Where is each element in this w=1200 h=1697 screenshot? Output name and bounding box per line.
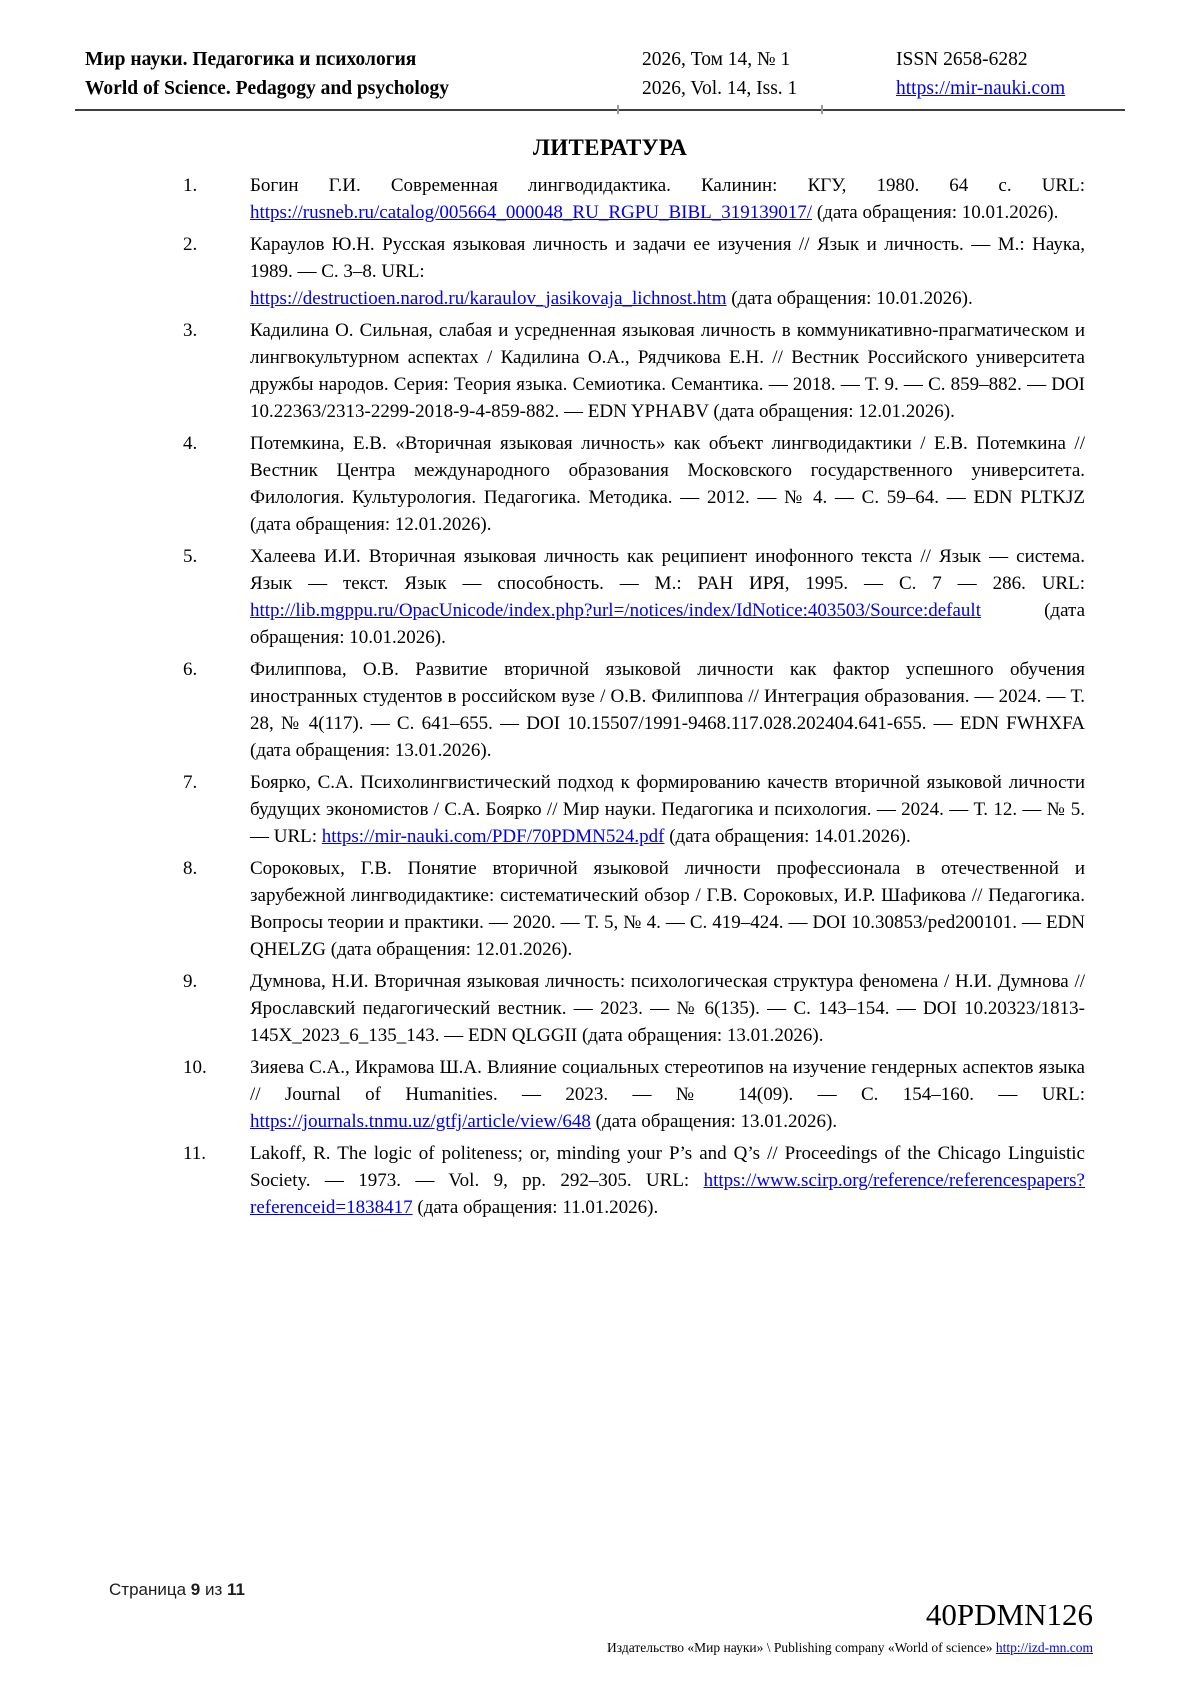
- reference-text: [250, 769, 1085, 850]
- issue-info-en: 2026, Vol. 14, Iss. 1: [642, 78, 798, 99]
- reference-text: [250, 543, 1085, 651]
- reference-item: [183, 231, 1085, 312]
- header-issn-block: [896, 45, 1065, 103]
- reference-text: [250, 968, 1085, 1049]
- reference-number: 4.: [183, 433, 198, 454]
- reference-url-link[interactable]: https://rusneb.ru/catalog/005664_000048_RU_RGPU_BIBL_319139017/: [250, 202, 813, 223]
- header-journal-title: [85, 45, 449, 103]
- reference-number: 7.: [183, 772, 198, 793]
- reference-url-link[interactable]: https://www.scirp.org/reference/referencespapers?referenceid=1838417: [250, 1170, 1085, 1218]
- reference-text: [250, 1054, 1085, 1135]
- publisher-en: Publishing company «World of science»: [773, 1640, 993, 1655]
- reference-number: 9.: [183, 971, 198, 992]
- issn-number: ISSN 2658-6282: [896, 49, 1028, 70]
- reference-item: [183, 1140, 1085, 1221]
- page-title: ЛИТЕРАТУРА: [532, 135, 688, 160]
- reference-citation-text: Потемкина, Е.В. «Вторичная языковая личность» как объект лингводидактики / Е.В. Потемкина // Вестник Центра международного образования Московского государственного университета. Филология. Культурология. Педагогика. Методика. — 2012. — № 4. — С. 59–64. — EDN PLTKJZ (дата обращения: 12.01.2026).: [250, 433, 1085, 535]
- issue-info-ru: 2026, Том 14, № 1: [642, 49, 791, 70]
- reference-citation-text: Кадилина О. Сильная, слабая и усредненная языковая личность в коммуникативно-прагматическом и лингвокультурном аспектах / Кадилина О.А., Рядчикова Е.Н. // Вестник Российского университета дружбы народов. Серия: Теория языка. Семиотика. Семантика. — 2018. — Т. 9. — С. 859–882. — DOI 10.22363/2313-2299-2018-9-4-859-882. — EDN YPHABV (дата обращения: 12.01.2026).: [250, 320, 1085, 422]
- page-counter-total: 11: [227, 1580, 246, 1599]
- reference-number: 10.: [183, 1057, 207, 1078]
- reference-item: [183, 769, 1085, 850]
- reference-citation-text: (дата обращения: 10.01.2026).: [250, 600, 1085, 648]
- reference-text: [250, 172, 1085, 226]
- reference-item: [183, 1054, 1085, 1135]
- reference-item: [183, 317, 1085, 425]
- publisher-line: [607, 1640, 1093, 1656]
- reference-item: [183, 430, 1085, 538]
- reference-item: [183, 968, 1085, 1049]
- page-counter: [109, 1580, 245, 1600]
- references-list: [183, 172, 1085, 1226]
- reference-citation-text: (дата обращения: 10.01.2026).: [726, 288, 973, 309]
- reference-citation-text: (дата обращения: 10.01.2026).: [812, 202, 1059, 223]
- journal-title-en: World of Science. Pedagogy and psychology: [85, 78, 450, 99]
- reference-url-link[interactable]: http://lib.mgppu.ru/OpacUnicode/index.php?url=/notices/index/IdNotice:403503/Source:default: [250, 600, 981, 621]
- reference-number: 5.: [183, 546, 198, 567]
- reference-item: [183, 543, 1085, 651]
- page-counter-current: 9: [190, 1580, 201, 1599]
- reference-url-link[interactable]: https://journals.tnmu.uz/gtfj/article/view/648: [250, 1111, 591, 1132]
- reference-citation-text: Богин Г.И. Современная лингводидактика. Калинин: КГУ, 1980. 64 с. URL:: [250, 175, 1085, 196]
- header-divider: [75, 109, 1125, 111]
- reference-number: 8.: [183, 858, 198, 879]
- publisher-site-link[interactable]: http://izd-mn.com: [995, 1640, 1093, 1655]
- header-divider-tick: [821, 105, 823, 114]
- reference-text: [250, 855, 1085, 963]
- journal-site-link[interactable]: https://mir-nauki.com: [896, 78, 1066, 99]
- reference-item: [183, 855, 1085, 963]
- reference-item: [183, 656, 1085, 764]
- reference-citation-text: Lakoff, R. The logic of politeness; or, minding your P’s and Q’s // Proceedings of the Chicago Linguistic Society. — 1973. — Vol. 9, pp. 292–305. URL:: [250, 1143, 1085, 1191]
- reference-number: 1.: [183, 175, 198, 196]
- reference-url-link[interactable]: https://destructioen.narod.ru/karaulov_jasikovaja_lichnost.htm: [250, 288, 727, 309]
- header-issue-info: [642, 45, 797, 103]
- reference-citation-text: (дата обращения: 14.01.2026).: [664, 826, 911, 847]
- reference-citation-text: (дата обращения: 13.01.2026).: [590, 1111, 838, 1132]
- reference-text: [250, 430, 1085, 538]
- reference-citation-text: Думнова, Н.И. Вторичная языковая личность: психологическая структура феномена / Н.И. Думнова // Ярославский педагогический вестник. — 2023. — № 6(135). — С. 143–154. — DOI 10.20323/1813-145X_2023_6_135_143. — EDN QLGGII (дата обращения: 13.01.2026).: [250, 971, 1085, 1046]
- reference-citation-text: (дата обращения: 11.01.2026).: [412, 1197, 659, 1218]
- document-code: 40PDMN126: [925, 1597, 1093, 1632]
- reference-citation-text: Зияева С.А., Икрамова Ш.А. Влияние социальных стереотипов на изучение гендерных аспектов языка // Journal of Humanities. — 2023. — № 14(09). — С. 154–160. — URL:: [250, 1057, 1085, 1105]
- reference-citation-text: Караулов Ю.Н. Русская языковая личность и задачи ее изучения // Язык и личность. — М.: Наука, 1989. — С. 3–8. URL:: [250, 234, 1085, 282]
- page-counter-of: из: [205, 1580, 223, 1599]
- reference-citation-text: Сороковых, Г.В. Понятие вторичной языковой личности профессионала в отечественной и зарубежной лингводидактике: систематический обзор / Г.В. Сороковых, И.Р. Шафикова // Педагогика. Вопросы теории и практики. — 2020. — Т. 5, № 4. — С. 419–424. — DOI 10.30853/ped200101. — EDN QHELZG (дата обращения: 12.01.2026).: [250, 858, 1085, 960]
- reference-url-link[interactable]: https://mir-nauki.com/PDF/70PDMN524.pdf: [321, 826, 665, 847]
- publisher-separator: \: [763, 1640, 774, 1655]
- reference-text: [250, 317, 1085, 425]
- reference-citation-text: Боярко, С.А. Психолингвистический подход к формированию качеств вторичной языковой личности будущих экономистов / С.А. Боярко // Мир науки. Педагогика и психология. — 2024. — Т. 12. — № 5. — URL:: [250, 772, 1085, 847]
- reference-text: [250, 1140, 1085, 1221]
- reference-item: [183, 172, 1085, 226]
- reference-text: [250, 656, 1085, 764]
- reference-number: 6.: [183, 659, 198, 680]
- page-counter-label: Страница: [109, 1580, 187, 1599]
- reference-number: 3.: [183, 320, 198, 341]
- reference-citation-text: Филиппова, О.В. Развитие вторичной языковой личности как фактор успешного обучения иностранных студентов в российском вузе / О.В. Филиппова // Интеграция образования. — 2024. — Т. 28, № 4(117). — С. 641–655. — DOI 10.15507/1991-9468.117.028.202404.641-655. — EDN FWHXFA (дата обращения: 13.01.2026).: [250, 659, 1085, 761]
- reference-number: 2.: [183, 234, 198, 255]
- journal-title-ru: Мир науки. Педагогика и психология: [85, 49, 417, 70]
- reference-text: [250, 231, 1085, 312]
- publisher-ru: Издательство «Мир науки»: [607, 1640, 764, 1655]
- reference-number: 11.: [183, 1143, 207, 1164]
- header-divider-tick: [617, 105, 619, 114]
- reference-citation-text: Халеева И.И. Вторичная языковая личность как реципиент инофонного текста // Язык — система. Язык — текст. Язык — способность. — М.: РАН ИРЯ, 1995. — С. 7 — 286. URL:: [250, 546, 1085, 594]
